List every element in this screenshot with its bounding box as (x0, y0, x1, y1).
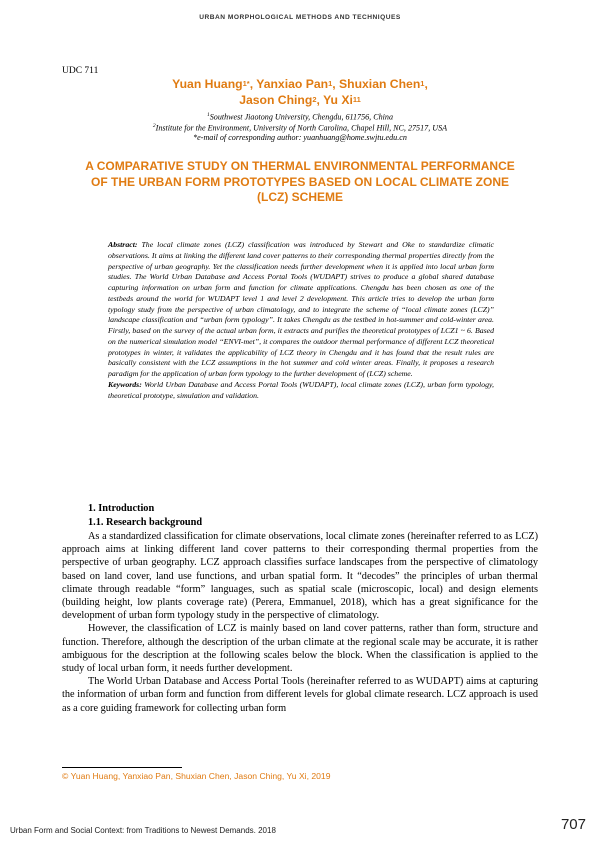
author-name: Yanxiao Pan (256, 77, 329, 91)
affiliation-sup: 1 (206, 112, 210, 118)
author-sup: 11 (352, 94, 361, 104)
author-name: Jason Ching (239, 92, 313, 107)
paragraph: However, the classification of LCZ is mainly based on land cover patterns, rather than form, structure and function. Therefore, although the description of the urban climate at the regional scale may be accurate, it is rather ambiguous for the description at the following scales below the block. When the classification is applied to the study of local urban form, it needs further development. (62, 623, 538, 675)
affiliation-text: Institute for the Environment, University of North Carolina, Chapel Hill, NC, 27517, USA (155, 123, 448, 133)
affiliation-text: Southwest Jiaotong University, Chengdu, 611756, China (209, 112, 394, 122)
author-name: Yuan Huang (172, 77, 243, 91)
abstract-label: Abstract: (108, 240, 138, 249)
author-sep: , (316, 92, 324, 107)
subsection-heading: 1.1. Research background (88, 517, 203, 528)
paragraph: As a standardized classification for climate observations, local climate zones (hereinafter referred to as LCZ) approach aims at linking different land cover patterns to their corresponding thermal properties from the perspective of urban geography. LCZ approach classifies surface landscapes from the perspective of climatology based on land cover, land use functions, and urban spatial form. It “decodes” the principles of urban thermal climate through readable “form” languages, such as spatial scale (microscopic, local) and design elements (building height, low plants coverage rate) (Perera, Emmanuel, 2018), which has a great significance for the development of urban form typology study in the perspective of climatology. (62, 531, 538, 622)
author-sup: 2 (312, 94, 317, 104)
keywords-text: World Urban Database and Access Portal Tools (WUDAPT), local climate zones (LCZ), urban form typology, theoretical prototype, simulation and validation. (108, 379, 494, 400)
udc-code: UDC 711 (62, 66, 99, 76)
author-sep: , (249, 77, 257, 91)
author-sep: , (424, 77, 428, 91)
section-heading: 1. Introduction (88, 503, 155, 514)
author-name: Yu Xi (323, 92, 353, 107)
body-text (62, 530, 538, 715)
author-sup: 1 (420, 79, 425, 88)
author-sup: 1* (242, 79, 250, 88)
author-list (62, 77, 538, 108)
author-name: Shuxian Chen (339, 77, 421, 91)
abstract-text: The local climate zones (LCZ) classification was introduced by Stewart and Oke to standardize climatic observations. It aims at linking the different land cover patterns to their corresponding thermal properties directly from the perspective of urban geography. Yet the classification needs further development when it is applied into local urban form studies. The World Urban Database and Access Portal Tools (WUDAPT) strives to produce a global shared database capturing information on urban form and function for climate applications. Chengdu has been chosen as one of the testbeds around the world for WUDAPT level 1 and level 2 development. This article tries to develop the urban form typology study from the perspective of urban climatology, and to integrate the scheme of “local climate zones (LCZ)” landscape classification and “urban form typology”. It takes Chengdu as the testbed in hot-summer and cold-winter area. Firstly, based on the survey of the actual urban form, it extracts and purifies the theoretical prototypes of LCZ1 ~ 6. Based on the numerical simulation model “ENVI-met”, it compares the outdoor thermal performance of different LCZ theoretical prototypes in winter, it validates the applicability of LCZ theory in Chengdu and it has found that the result rules are basically consistent with the LCZ assumptions in the hot summer and cold winter areas. Finally, it proposes a research paradigm for the application of urban form typology to the further development of (LCZ) scheme. (108, 240, 494, 378)
paper-title: A COMPARATIVE STUDY ON THERMAL ENVIRONMENTAL PERFORMANCE OF THE URBAN FORM PROTOTYPES BASED ON LOCAL CLIMATE ZONE (LCZ) SCHEME (85, 159, 515, 204)
running-header: URBAN MORPHOLOGICAL METHODS AND TECHNIQUES (199, 14, 401, 21)
author-sep: , (332, 77, 340, 91)
paragraph: The World Urban Database and Access Portal Tools (hereinafter referred to as WUDAPT) aims at capturing the information of urban form and function from different levels for global climate research. LCZ approach is used as a core guiding framework for collecting urban form (62, 676, 538, 714)
author-line-2 (62, 93, 538, 109)
keywords-label: Keywords: (108, 379, 142, 389)
email-text: *e-mail of corresponding author: yuanhuang@home.swjtu.edu.cn (193, 133, 407, 142)
copyright-notice: © Yuan Huang, Yanxiao Pan, Shuxian Chen, Jason Ching, Yu Xi, 2019 (62, 771, 331, 781)
author-sup: 1 (328, 79, 333, 88)
abstract-block (108, 240, 494, 401)
author-line-1 (62, 77, 538, 93)
page-footer: Urban Form and Social Context: from Traditions to Newest Demands. 2018 (10, 826, 276, 835)
affiliation-sup: 2 (152, 123, 156, 129)
corresponding-email (62, 132, 538, 143)
footnote-rule (62, 767, 182, 768)
page-number: 707 (560, 816, 586, 833)
